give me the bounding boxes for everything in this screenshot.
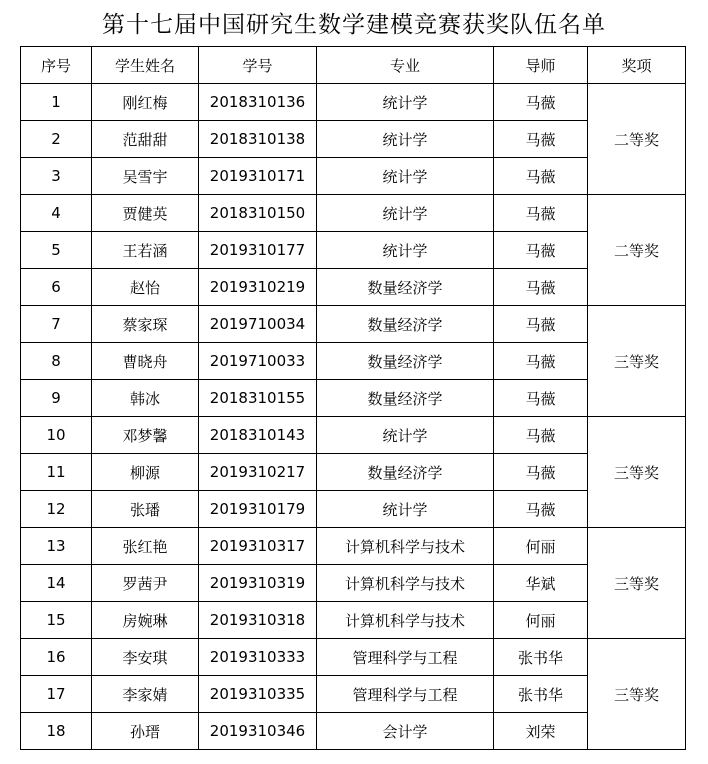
cell-award: 三等奖 <box>588 639 686 750</box>
header-student-name: 学生姓名 <box>92 47 199 84</box>
cell-student-name: 贾健英 <box>92 195 199 232</box>
cell-major: 数量经济学 <box>317 380 494 417</box>
cell-index: 6 <box>21 269 92 306</box>
table-row <box>21 639 686 676</box>
cell-major: 会计学 <box>317 713 494 750</box>
cell-student-id: 2019310346 <box>199 713 317 750</box>
cell-index: 8 <box>21 343 92 380</box>
cell-advisor: 马薇 <box>494 343 588 380</box>
table-row <box>21 713 686 750</box>
cell-student-name: 张璠 <box>92 491 199 528</box>
table-body <box>21 84 686 750</box>
cell-student-id: 2019310317 <box>199 528 317 565</box>
cell-award: 二等奖 <box>588 195 686 306</box>
header-major: 专业 <box>317 47 494 84</box>
cell-advisor: 马薇 <box>494 306 588 343</box>
cell-major: 统计学 <box>317 417 494 454</box>
cell-student-name: 邓梦馨 <box>92 417 199 454</box>
cell-major: 数量经济学 <box>317 343 494 380</box>
cell-student-id: 2019310319 <box>199 565 317 602</box>
table-row <box>21 269 686 306</box>
cell-index: 7 <box>21 306 92 343</box>
cell-index: 9 <box>21 380 92 417</box>
cell-advisor: 马薇 <box>494 491 588 528</box>
cell-advisor: 马薇 <box>494 232 588 269</box>
cell-major: 统计学 <box>317 491 494 528</box>
cell-major: 管理科学与工程 <box>317 676 494 713</box>
cell-advisor: 马薇 <box>494 158 588 195</box>
cell-student-name: 范甜甜 <box>92 121 199 158</box>
cell-advisor: 马薇 <box>494 417 588 454</box>
cell-student-id: 2019310177 <box>199 232 317 269</box>
table-row <box>21 565 686 602</box>
cell-advisor: 马薇 <box>494 269 588 306</box>
table-row <box>21 491 686 528</box>
cell-award: 三等奖 <box>588 528 686 639</box>
table-row <box>21 306 686 343</box>
table-row <box>21 121 686 158</box>
table-row <box>21 528 686 565</box>
cell-student-id: 2018310150 <box>199 195 317 232</box>
cell-index: 13 <box>21 528 92 565</box>
table-row <box>21 380 686 417</box>
cell-student-name: 张红艳 <box>92 528 199 565</box>
table-row <box>21 84 686 121</box>
cell-index: 5 <box>21 232 92 269</box>
page-title: 第十七届中国研究生数学建模竞赛获奖队伍名单 <box>102 12 606 38</box>
cell-student-name: 李安琪 <box>92 639 199 676</box>
cell-student-id: 2018310143 <box>199 417 317 454</box>
table-row <box>21 602 686 639</box>
cell-index: 18 <box>21 713 92 750</box>
cell-student-id: 2019710034 <box>199 306 317 343</box>
table-row <box>21 417 686 454</box>
cell-index: 11 <box>21 454 92 491</box>
table-row <box>21 343 686 380</box>
cell-major: 统计学 <box>317 84 494 121</box>
cell-award: 三等奖 <box>588 417 686 528</box>
cell-major: 统计学 <box>317 195 494 232</box>
cell-student-id: 2019310219 <box>199 269 317 306</box>
cell-student-name: 吴雪宇 <box>92 158 199 195</box>
cell-major: 计算机科学与技术 <box>317 565 494 602</box>
cell-student-name: 柳源 <box>92 454 199 491</box>
cell-index: 3 <box>21 158 92 195</box>
cell-student-id: 2019310333 <box>199 639 317 676</box>
cell-advisor: 何丽 <box>494 528 588 565</box>
cell-advisor: 张书华 <box>494 676 588 713</box>
cell-index: 14 <box>21 565 92 602</box>
cell-student-name: 刚红梅 <box>92 84 199 121</box>
table-row <box>21 454 686 491</box>
cell-student-name: 王若涵 <box>92 232 199 269</box>
cell-student-name: 曹晓舟 <box>92 343 199 380</box>
cell-major: 统计学 <box>317 232 494 269</box>
cell-advisor: 张书华 <box>494 639 588 676</box>
cell-student-id: 2018310155 <box>199 380 317 417</box>
cell-major: 数量经济学 <box>317 306 494 343</box>
cell-major: 计算机科学与技术 <box>317 528 494 565</box>
cell-student-name: 蔡家琛 <box>92 306 199 343</box>
table-header-row <box>21 47 686 84</box>
cell-major: 统计学 <box>317 121 494 158</box>
cell-index: 10 <box>21 417 92 454</box>
header-advisor: 导师 <box>494 47 588 84</box>
cell-index: 1 <box>21 84 92 121</box>
cell-advisor: 马薇 <box>494 380 588 417</box>
award-table <box>20 46 686 750</box>
table-row <box>21 676 686 713</box>
cell-student-name: 韩冰 <box>92 380 199 417</box>
cell-major: 数量经济学 <box>317 269 494 306</box>
cell-major: 统计学 <box>317 158 494 195</box>
header-student-id: 学号 <box>199 47 317 84</box>
cell-major: 管理科学与工程 <box>317 639 494 676</box>
cell-student-name: 赵怡 <box>92 269 199 306</box>
cell-student-id: 2019310335 <box>199 676 317 713</box>
cell-index: 16 <box>21 639 92 676</box>
cell-advisor: 华斌 <box>494 565 588 602</box>
cell-advisor: 何丽 <box>494 602 588 639</box>
cell-student-id: 2018310138 <box>199 121 317 158</box>
cell-advisor: 马薇 <box>494 195 588 232</box>
cell-index: 17 <box>21 676 92 713</box>
cell-advisor: 刘荣 <box>494 713 588 750</box>
cell-index: 15 <box>21 602 92 639</box>
cell-student-id: 2019310318 <box>199 602 317 639</box>
header-index: 序号 <box>21 47 92 84</box>
cell-student-name: 李家婧 <box>92 676 199 713</box>
table-row <box>21 158 686 195</box>
cell-student-id: 2019310217 <box>199 454 317 491</box>
table-row <box>21 195 686 232</box>
cell-award: 三等奖 <box>588 306 686 417</box>
header-award: 奖项 <box>588 47 686 84</box>
table-row <box>21 232 686 269</box>
cell-student-id: 2018310136 <box>199 84 317 121</box>
cell-student-name: 罗茜尹 <box>92 565 199 602</box>
cell-student-id: 2019310171 <box>199 158 317 195</box>
cell-student-id: 2019710033 <box>199 343 317 380</box>
cell-student-name: 孙瑨 <box>92 713 199 750</box>
cell-index: 4 <box>21 195 92 232</box>
cell-advisor: 马薇 <box>494 121 588 158</box>
cell-award: 二等奖 <box>588 84 686 195</box>
cell-student-id: 2019310179 <box>199 491 317 528</box>
cell-index: 2 <box>21 121 92 158</box>
cell-advisor: 马薇 <box>494 454 588 491</box>
cell-major: 数量经济学 <box>317 454 494 491</box>
cell-major: 计算机科学与技术 <box>317 602 494 639</box>
cell-advisor: 马薇 <box>494 84 588 121</box>
cell-student-name: 房婉琳 <box>92 602 199 639</box>
cell-index: 12 <box>21 491 92 528</box>
